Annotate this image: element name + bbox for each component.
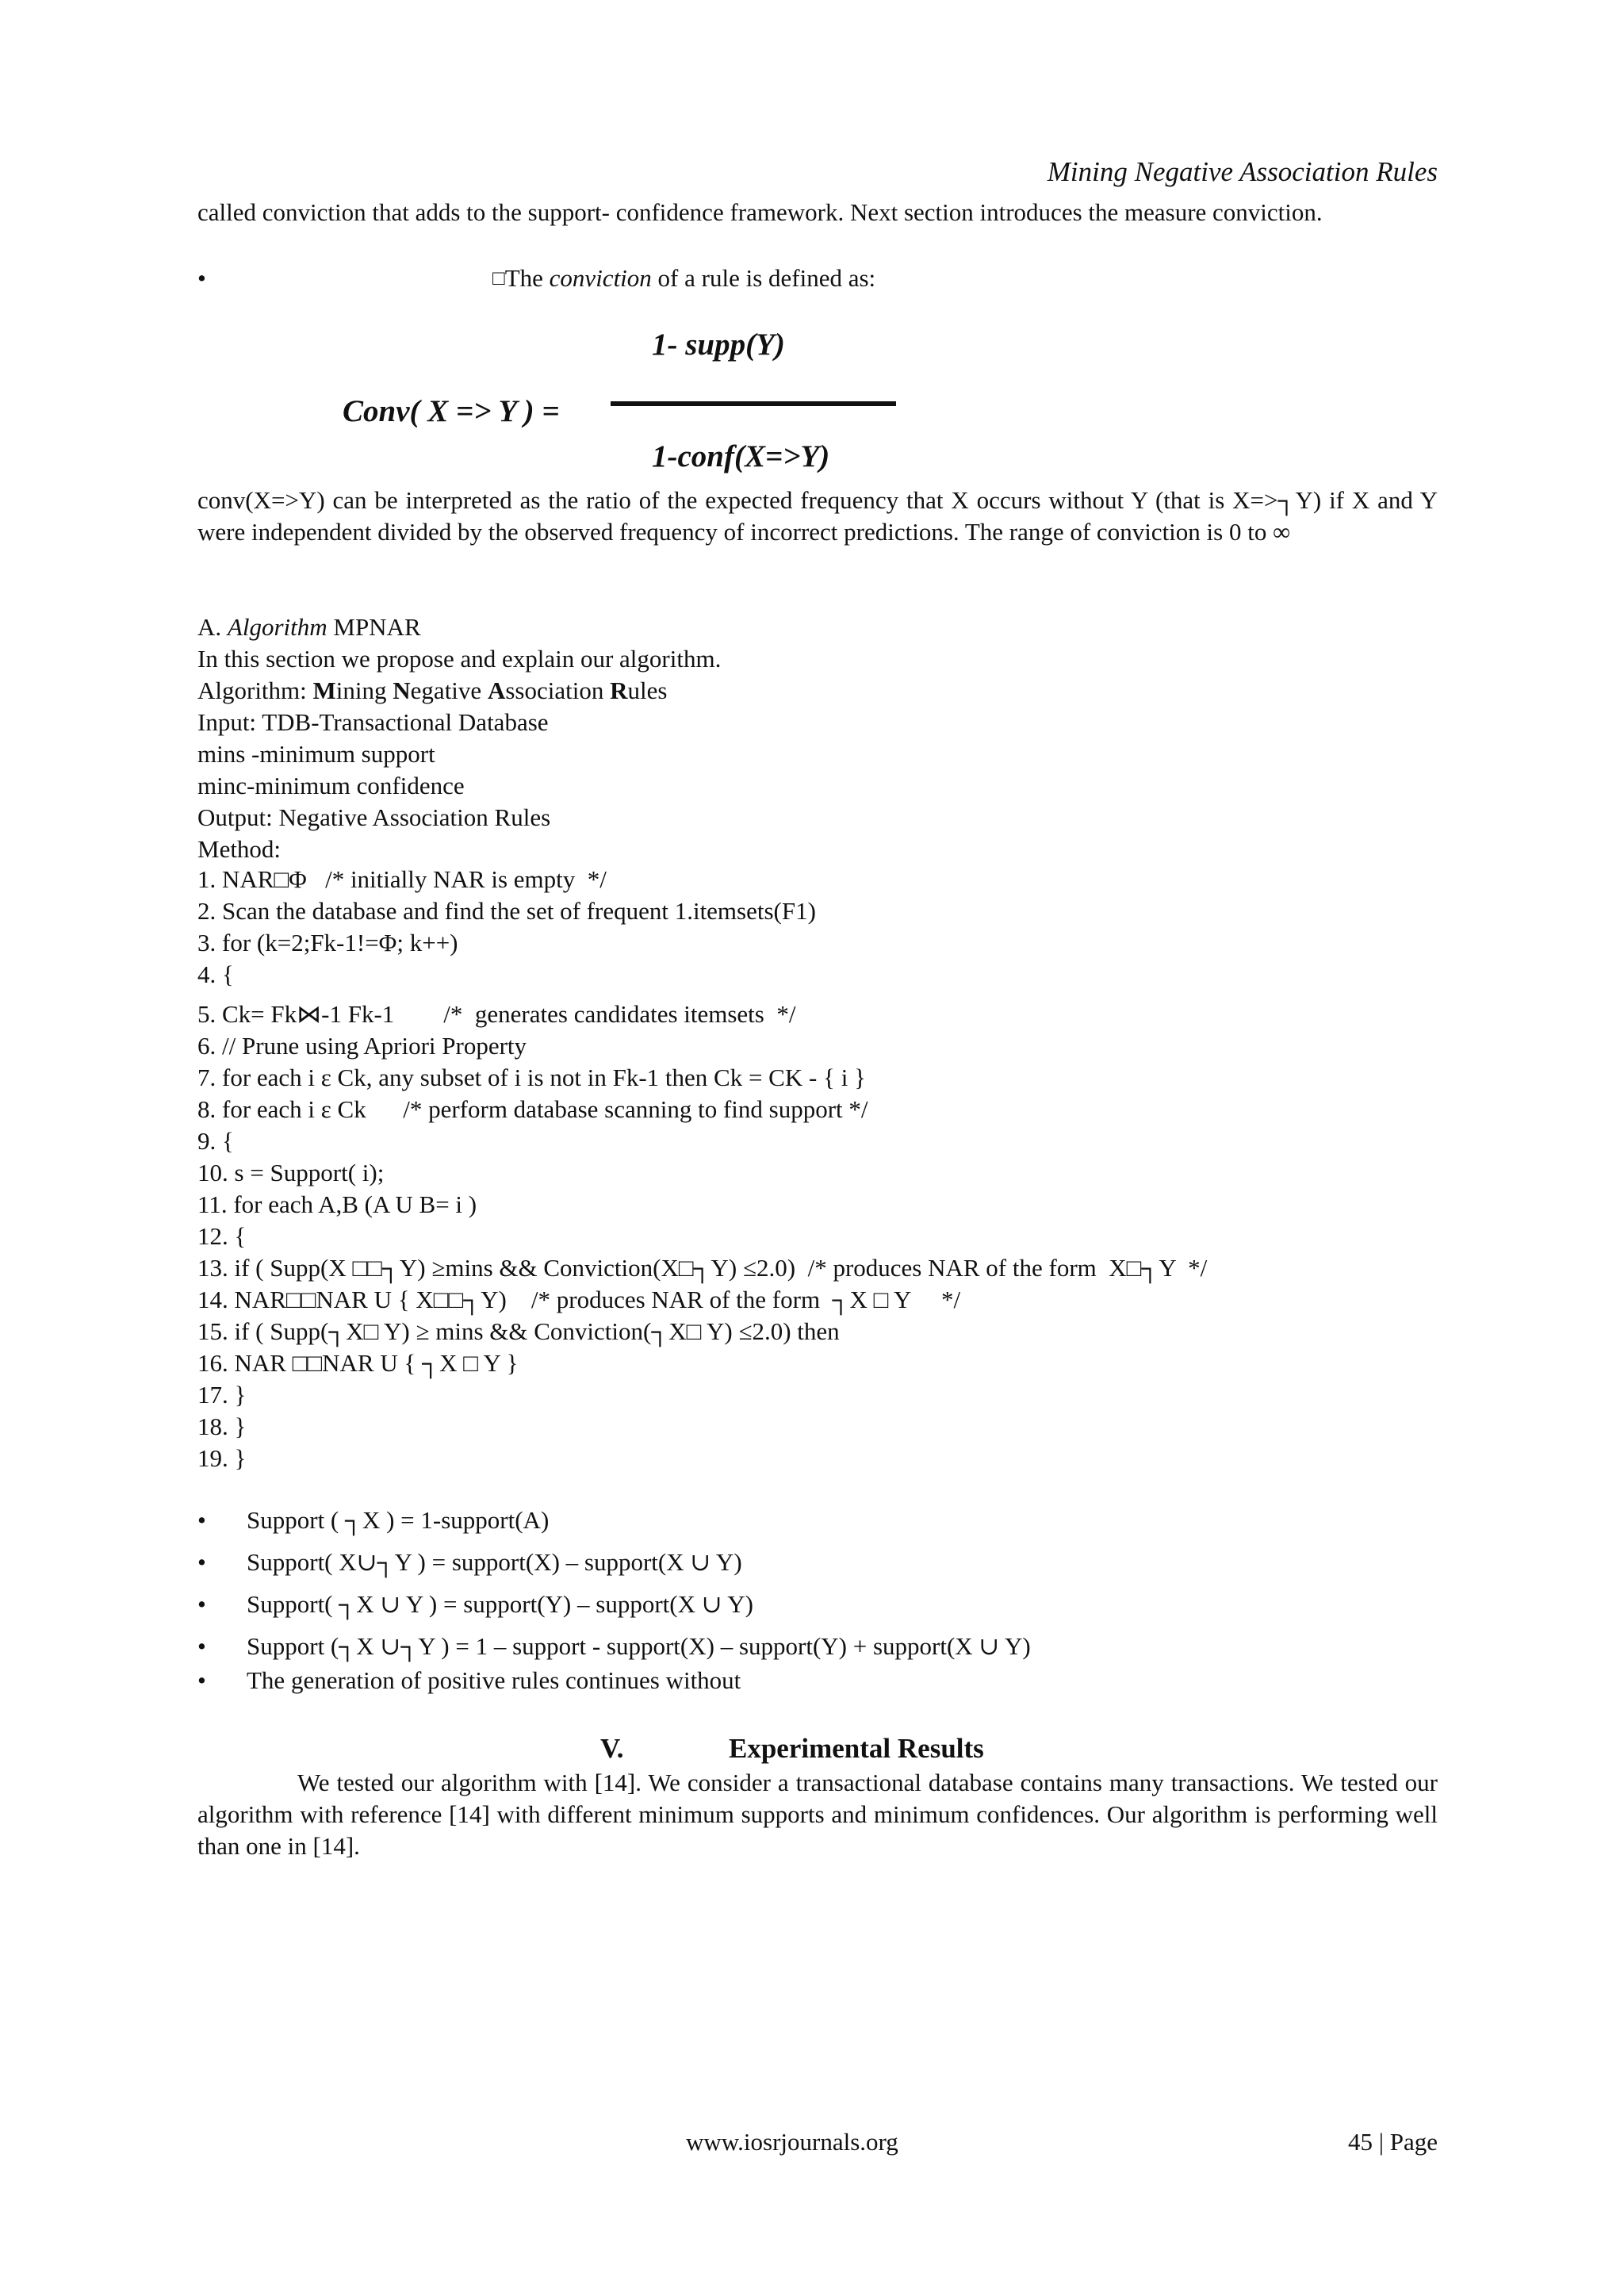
results-paragraph: We tested our algorithm with [14]. We consider a transactional database contains many transactions. We tested our algorithm with reference [14] with different minimum supports and minimum confidences. Our algorithm is performing well than one in [14]. [197,1769,1438,1860]
algorithm-step: 1. NAR□Φ /* initially NAR is empty */ [197,865,607,893]
algorithm-step: 10. s = Support( i); [197,1159,385,1186]
algorithm-step: 16. NAR □□NAR U { ┐X □ Y } [197,1349,519,1377]
algorithm-steps [197,864,1438,1474]
conviction-term: conviction [549,264,652,292]
bullet-icon: • [197,1666,206,1694]
conviction-definition [492,263,875,294]
algorithm-name [197,675,1438,707]
section-number: V. [600,1733,624,1764]
positive-rules-note: The generation of positive rules continues without [247,1666,741,1694]
algorithm-block [197,611,1438,865]
algorithm-intro: In this section we propose and explain our algorithm. [197,645,722,673]
algorithm-step: 7. for each i ε Ck, any subset of i is not in Fk-1 then Ck = CK - { i } [197,1064,866,1091]
algorithm-step: 14. NAR□□NAR U { X□□┐Y) /* produces NAR of the form ┐X □ Y */ [197,1286,961,1313]
name-rest-rules: ules [627,677,668,704]
algorithm-output: Output: Negative Association Rules [197,803,551,831]
algorithm-step: 5. Ck= Fk⋈-1 Fk-1 /* generates candidates itemsets */ [197,1000,796,1028]
list-item [197,1631,1438,1665]
support-formula: Support ( ┐X ) = 1-support(A) [247,1506,550,1534]
algorithm-step: 4. { [197,960,234,988]
bullet-icon: • [197,1632,206,1660]
support-formula: Support( X∪┐Y ) = support(X) – support(X ∪ Y) [247,1548,742,1576]
list-item [197,1504,1438,1547]
formula-numerator: 1- supp(Y) [652,328,785,362]
list-item [197,1547,1438,1589]
algorithm-step: 2. Scan the database and find the set of frequent 1.itemsets(F1) [197,897,816,925]
algorithm-input: Input: TDB-Transactional Database [197,708,549,736]
algorithm-step: 9. { [197,1127,234,1155]
heading-suffix: MPNAR [327,613,421,641]
formula-denominator: 1-conf(X=>Y) [652,439,830,473]
name-initial-r: R [610,677,628,704]
bullet-icon: • [197,264,206,292]
bullet-icon: • [197,1548,206,1576]
section-heading [197,1731,1438,1766]
algorithm-step: 3. for (k=2;Fk-1!=Φ; k++) [197,929,458,956]
name-initial-n: N [393,677,411,704]
heading-italic: Algorithm [227,613,327,641]
footer-url[interactable]: www.iosrjournals.org [686,2128,898,2156]
algorithm-name-label: Algorithm: [197,677,313,704]
bullet-icon: • [197,1590,206,1618]
section-title: Experimental Results [729,1733,984,1764]
formula-lhs: Conv( X => Y ) = [343,394,560,428]
intro-paragraph: called conviction that adds to the support- confidence framework. Next section introduces the measure conviction. [197,198,1323,226]
algorithm-step: 11. for each A,B (A U B= i ) [197,1190,477,1218]
conviction-pre: The [504,264,550,292]
support-formula: Support (┐X ∪┐Y ) = 1 – support - support(X) – support(Y) + support(X ∪ Y) [247,1632,1031,1660]
name-initial-m: M [312,677,336,704]
algorithm-step: 13. if ( Supp(X □□┐Y) ≥mins && Conviction(X□┐Y) ≤2.0) /* produces NAR of the form X□┐Y */ [197,1254,1208,1282]
algorithm-heading [197,611,1438,643]
name-initial-a: A [487,677,506,704]
conviction-explanation: conv(X=>Y) can be interpreted as the ratio of the expected frequency that X occurs without Y (that is X=>┐Y) if X and Y were independent divided by the observed frequency of incorrect predictions. The range of conviction is 0 to ∞ [197,486,1438,546]
algorithm-step: 6. // Prune using Apriori Property [197,1032,527,1060]
name-rest-association: ssociation [505,677,611,704]
algorithm-method: Method: [197,835,282,863]
missing-glyph-box: □ [492,266,505,289]
fraction-bar [611,401,896,406]
heading-prefix: A. [197,613,228,641]
algorithm-step: 19. } [197,1444,247,1472]
name-rest-mining: ining [335,677,393,704]
algorithm-step: 18. } [197,1412,247,1440]
algorithm-step: 8. for each i ε Ck /* perform database scanning to find support */ [197,1095,868,1123]
bullet-icon: • [197,1506,206,1534]
page-number: 45 | Page [1348,2128,1438,2156]
support-formula-list [197,1504,1438,1707]
conviction-post: of a rule is defined as: [651,264,876,292]
list-item [197,1665,1438,1707]
algorithm-step: 15. if ( Supp(┐X□ Y) ≥ mins && Conviction(┐X□ Y) ≤2.0) then [197,1317,840,1345]
algorithm-minc: minc-minimum confidence [197,772,465,799]
algorithm-step: 17. } [197,1381,247,1409]
running-head: Mining Negative Association Rules [1047,156,1438,187]
name-rest-negative: egative [410,677,488,704]
list-item [197,1589,1438,1631]
algorithm-step: 12. { [197,1222,247,1250]
support-formula: Support( ┐X ∪ Y ) = support(Y) – support(X ∪ Y) [247,1590,753,1618]
algorithm-mins: mins -minimum support [197,740,435,768]
